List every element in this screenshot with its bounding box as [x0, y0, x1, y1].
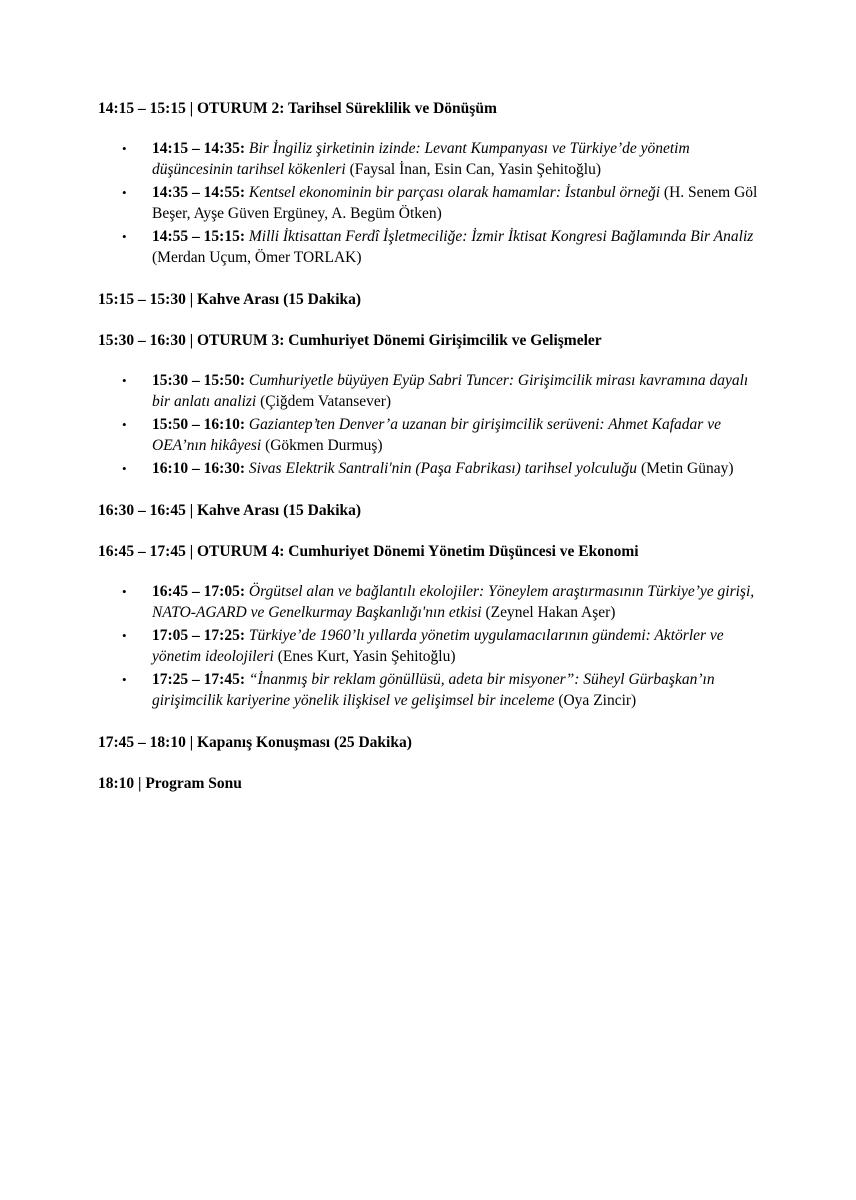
talk-authors: (Zeynel Hakan Aşer) — [485, 604, 616, 621]
talk-authors: (Çiğdem Vatansever) — [260, 393, 392, 410]
section-heading-oturum-4: 16:45 – 17:45 | OTURUM 4: Cumhuriyet Dönemi Yönetim Düşüncesi ve Ekonomi — [98, 543, 639, 560]
talk-time: 14:55 – 15:15: — [152, 228, 245, 245]
list-item — [98, 625, 758, 667]
talk-authors: (Enes Kurt, Yasin Şehitoğlu) — [277, 648, 456, 665]
section-heading-oturum-3: 15:30 – 16:30 | OTURUM 3: Cumhuriyet Dönemi Girişimcilik ve Gelişmeler — [98, 332, 602, 349]
bullet-icon: • — [122, 584, 127, 599]
talk-title: Bir İngiliz şirketinin izinde: Levant Kumpanyası ve Türkiye’de yönetim düşüncesinin tarihsel kökenleri — [152, 140, 690, 178]
list-item — [98, 669, 758, 711]
list-item — [98, 414, 758, 456]
session-list-oturum-2 — [98, 138, 758, 268]
bullet-icon: • — [122, 628, 127, 643]
talk-time: 14:15 – 14:35: — [152, 140, 245, 157]
list-item — [98, 370, 758, 412]
talk-title: Türkiye’de 1960’lı yıllarda yönetim uygulamacılarının gündemi: Aktörler ve yönetim ideolojileri — [152, 627, 724, 665]
session-list-oturum-4 — [98, 581, 758, 711]
talk-time: 14:35 – 14:55: — [152, 184, 245, 201]
list-item — [98, 581, 758, 623]
talk-title: Cumhuriyetle büyüyen Eyüp Sabri Tuncer: Girişimcilik mirası kavramına dayalı bir anlatı analizi — [152, 372, 749, 410]
talk-time: 17:05 – 17:25: — [152, 627, 245, 644]
talk-title: Kentsel ekonominin bir parçası olarak hamamlar: İstanbul örneği — [248, 184, 661, 201]
session-list-oturum-3 — [98, 370, 758, 479]
talk-authors: (Faysal İnan, Esin Can, Yasin Şehitoğlu) — [349, 161, 602, 178]
talk-time: 15:30 – 15:50: — [152, 372, 245, 389]
bullet-icon: • — [122, 373, 127, 388]
section-heading-coffee-break-1: 15:15 – 15:30 | Kahve Arası (15 Dakika) — [98, 291, 362, 308]
bullet-icon: • — [122, 461, 127, 476]
talk-time: 16:10 – 16:30: — [152, 460, 245, 477]
talk-title: Sivas Elektrik Santrali'nin (Paşa Fabrikası) tarihsel yolculuğu — [248, 460, 638, 477]
list-item — [98, 138, 758, 180]
talk-title: Gaziantep’ten Denver’a uzanan bir girişimcilik serüveni: Ahmet Kafadar ve OEA’nın hikâyesi — [152, 416, 721, 454]
talk-title: Milli İktisattan Ferdî İşletmeciliğe: İzmir İktisat Kongresi Bağlamında Bir Analiz — [248, 228, 754, 245]
program-schedule — [98, 98, 758, 794]
talk-title: Örgütsel alan ve bağlantılı ekolojiler: Yöneylem araştırmasının Türkiye’ye girişi, NATO-AGARD ve Genelkurmay Başkanlığı'nın etkisi — [152, 583, 755, 621]
talk-time: 15:50 – 16:10: — [152, 416, 245, 433]
bullet-icon: • — [122, 141, 127, 156]
section-heading-oturum-2: 14:15 – 15:15 | OTURUM 2: Tarihsel Süreklilik ve Dönüşüm — [98, 100, 497, 117]
bullet-icon: • — [122, 417, 127, 432]
list-item — [98, 226, 758, 268]
talk-time: 16:45 – 17:05: — [152, 583, 245, 600]
talk-authors: (Metin Günay) — [640, 460, 734, 477]
talk-authors: (H. Senem Göl Beşer, Ayşe Güven Ergüney, A. Begüm Ötken) — [152, 184, 758, 222]
list-item — [98, 458, 758, 479]
talk-authors: (Merdan Uçum, Ömer TORLAK) — [152, 249, 362, 266]
talk-title: “İnanmış bir reklam gönüllüsü, adeta bir misyoner”: Süheyl Gürbaşkan’ın girişimcilik kariyerine yönelik ilişkisel ve gelişimsel bir inceleme — [152, 671, 715, 709]
bullet-icon: • — [122, 185, 127, 200]
section-heading-program-end: 18:10 | Program Sonu — [98, 775, 242, 792]
talk-authors: (Gökmen Durmuş) — [265, 437, 383, 454]
talk-authors: (Oya Zincir) — [558, 692, 637, 709]
section-heading-closing-speech: 17:45 – 18:10 | Kapanış Konuşması (25 Dakika) — [98, 734, 412, 751]
bullet-icon: • — [122, 672, 127, 687]
talk-time: 17:25 – 17:45: — [152, 671, 245, 688]
bullet-icon: • — [122, 229, 127, 244]
list-item — [98, 182, 758, 224]
section-heading-coffee-break-2: 16:30 – 16:45 | Kahve Arası (15 Dakika) — [98, 502, 362, 519]
